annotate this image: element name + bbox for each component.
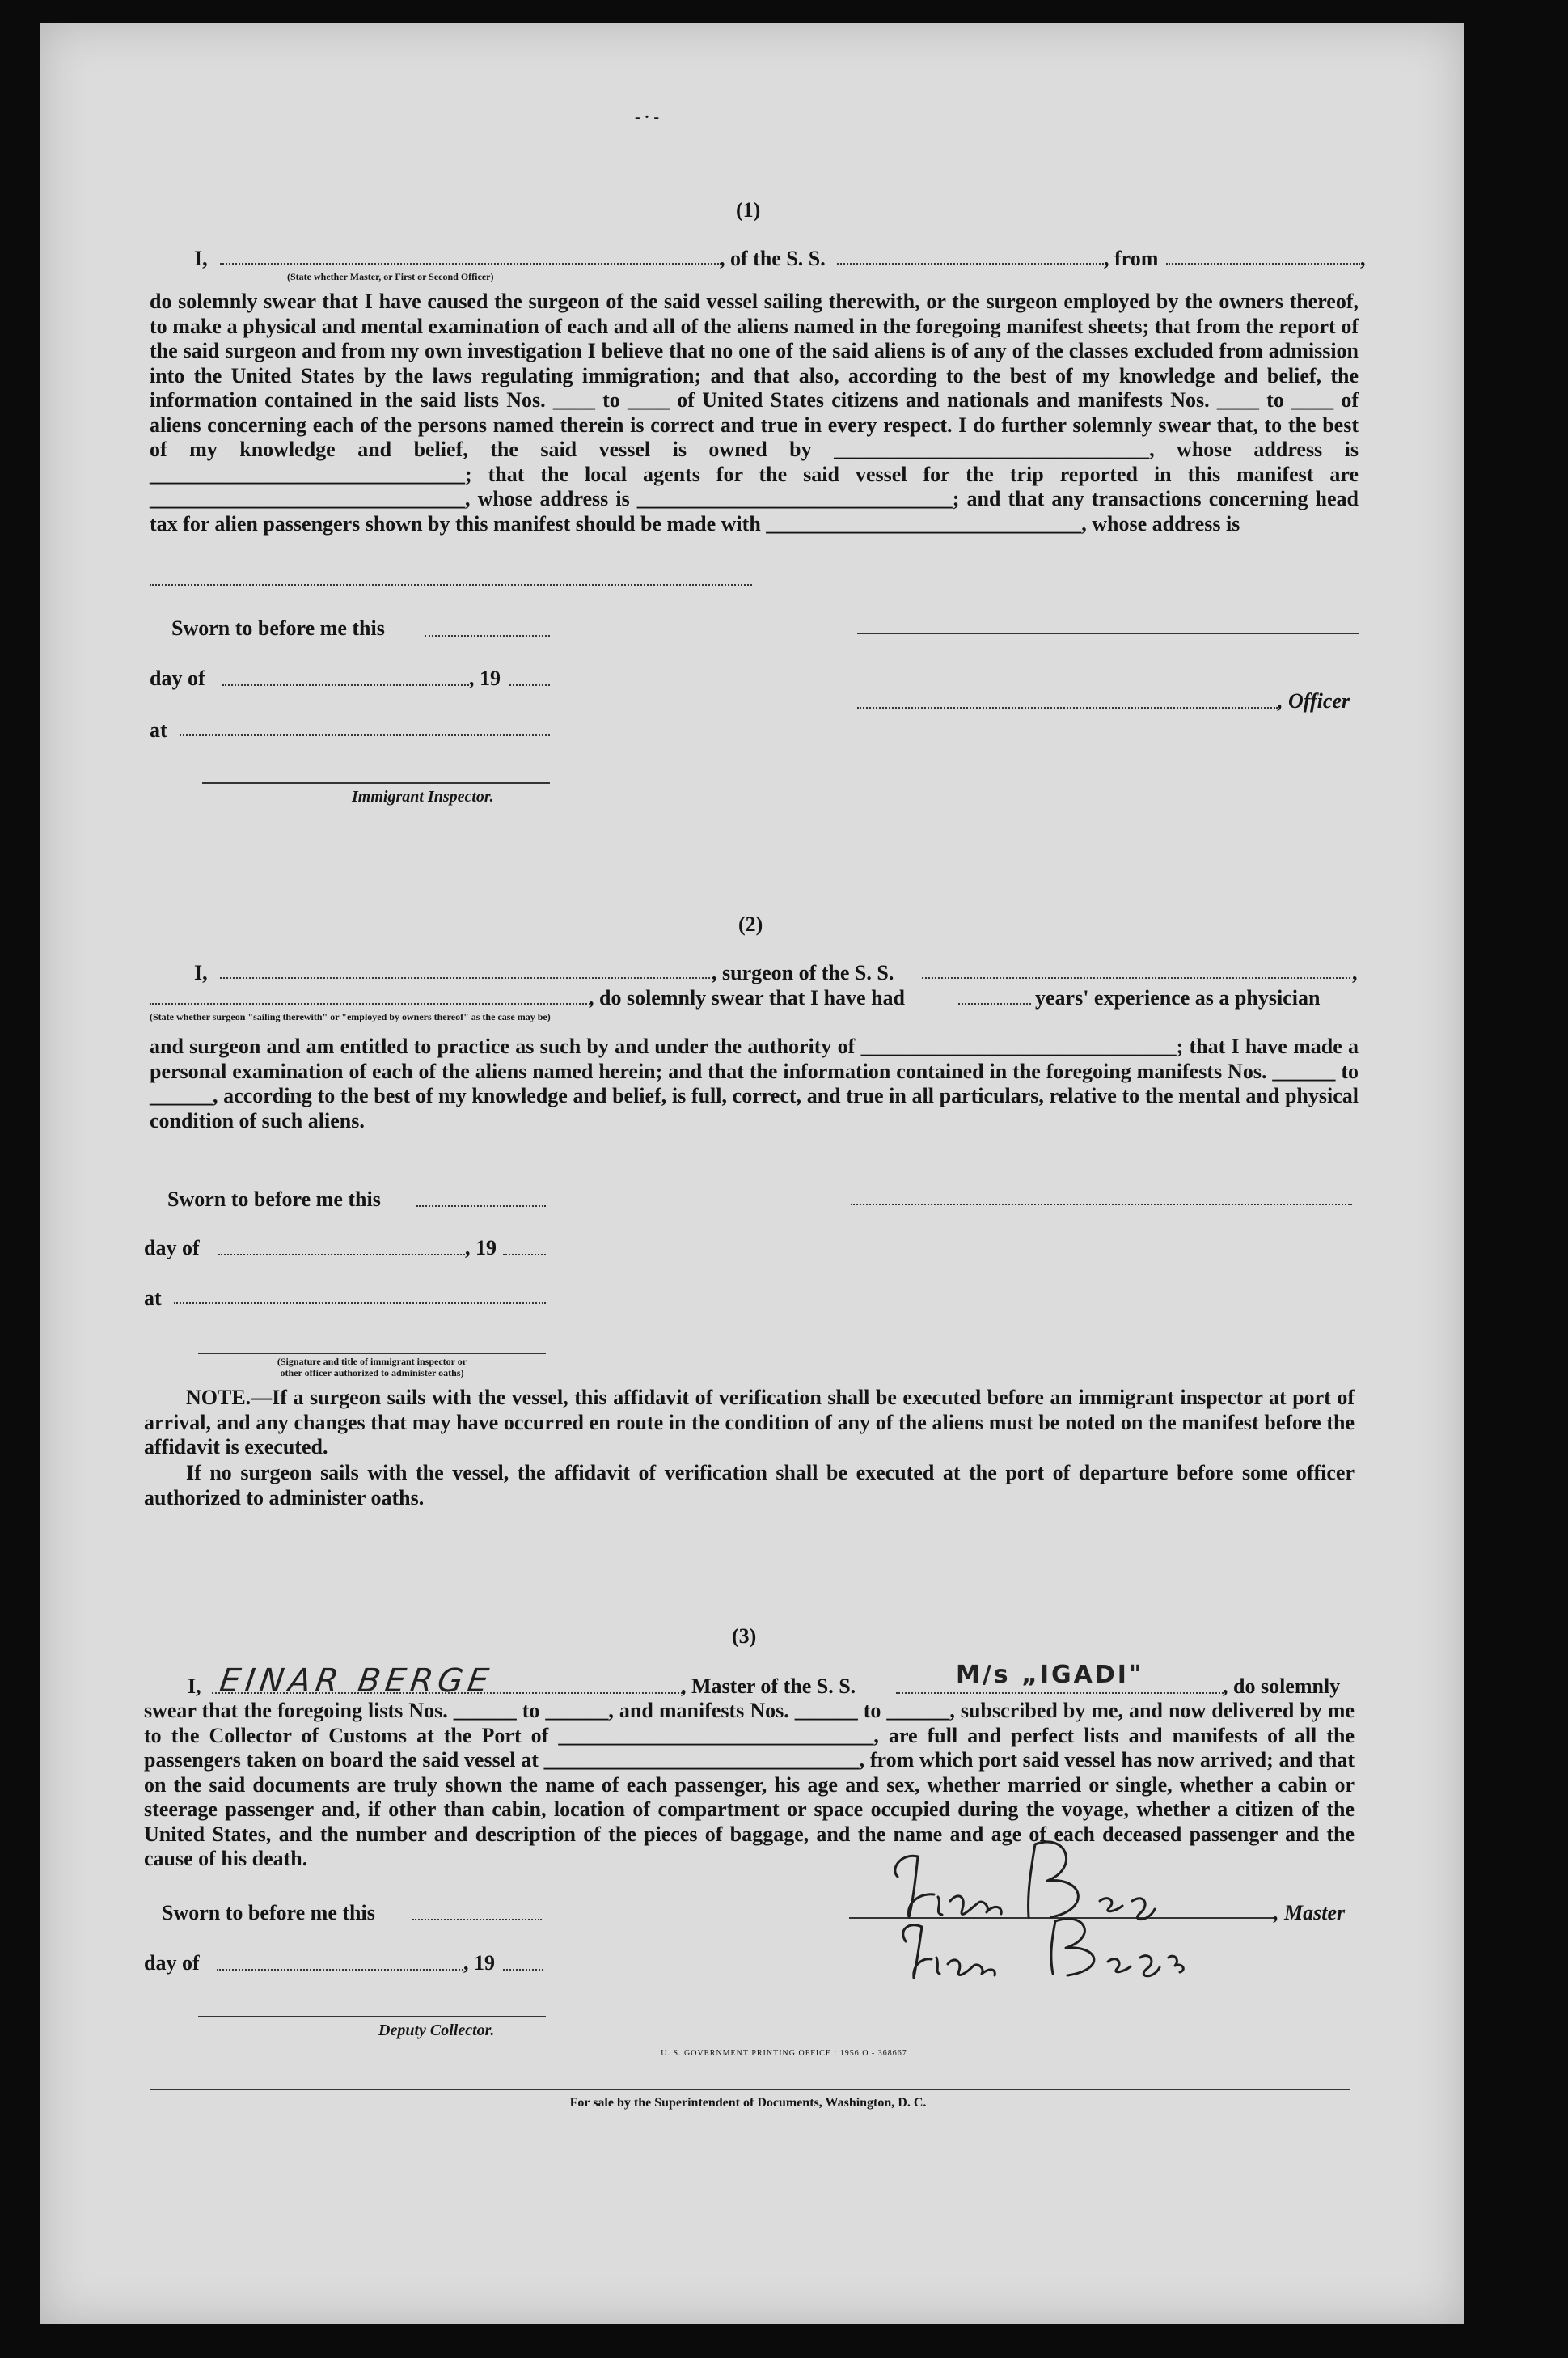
section1-sworn: Sworn to before me this <box>171 616 385 640</box>
section2-line-end: , <box>1352 961 1358 984</box>
section1-day-of: day of <box>150 667 205 690</box>
section3-day-field[interactable] <box>217 1969 463 1971</box>
section1-inspector-line[interactable] <box>202 782 550 784</box>
section2-note2: If no surgeon sails with the vessel, the affidavit of verification shall be executed at the port of departure before some officer authorized to administer oaths. <box>144 1461 1355 1509</box>
section1-name-field[interactable] <box>220 263 721 265</box>
section1-at-field[interactable] <box>180 734 550 736</box>
section1-role-hint: (State whether Master, or First or Second Officer) <box>287 271 494 282</box>
section2-day-field[interactable] <box>218 1254 465 1255</box>
section1-officer-field[interactable] <box>857 707 1278 709</box>
footer-sale-notice: For sale by the Superintendent of Documents, Washington, D. C. <box>569 2096 927 2110</box>
section2-sig-hint-1: (Signature and title of immigrant inspector or <box>277 1356 467 1367</box>
section1-sworn-field[interactable] <box>425 635 550 637</box>
section2-sworn-field[interactable] <box>416 1205 546 1207</box>
section3-year: , 19 <box>463 1951 495 1975</box>
section2-signature-line[interactable] <box>851 1204 1352 1205</box>
section2-sworn: Sworn to before me this <box>167 1187 381 1211</box>
section3-deputy-line[interactable] <box>198 2016 546 2017</box>
section3-ship-field[interactable] <box>896 1692 1224 1694</box>
section3-master-name: EINAR BERGE <box>217 1662 496 1700</box>
section2-at-field[interactable] <box>174 1302 546 1304</box>
section1-officer: , Officer <box>1278 689 1350 713</box>
section1-number: (1) <box>736 198 761 222</box>
section1-body: do solemnly swear that I have caused the surgeon of the said vessel sailing therewith, or the surgeon employed by the owners thereof, to make a physical and mental examination of each and all of the aliens named in the foregoing manifest sheets; that from the report of the said surgeon and from my own investigation I believe that no one of the said aliens is of any of the classes excluded from admission into the United States by the laws regulating immigration; and that also, according to the best of my knowledge and belief, the information contained in the said lists Nos. ____ to ____ of United States citizens and nationals and manifests Nos. ____ to ____ of aliens concerning each of the persons named therein is correct and true in every respect. I do further solemnly swear that, to the best of my knowledge and belief, the said vessel is owned by ______________________________, whose address is ______________________________; that the local agents for the said vessel for the trip reported in this manifest are ______________________________, whose address is ______________________________; and that any transactions concerning head tax for alien passengers shown by this manifest should be made with ______________________________, whose address is <box>150 290 1359 536</box>
section2-years-label: years' experience as a physician <box>1035 986 1321 1010</box>
section2-name-field[interactable] <box>220 977 713 979</box>
section3-sworn: Sworn to before me this <box>162 1901 375 1924</box>
section2-body: and surgeon and am entitled to practice as such by and under the authority of ______________________________; that I have made a personal examination of each of the aliens named herein; and that the information contained in the foregoing manifests Nos. ______ to ______, according to the best of my knowledge and belief, is full, correct, and true in all particulars, relative to the mental and physical condition of such aliens. <box>150 1035 1359 1132</box>
section3-day-of: day of <box>144 1951 200 1975</box>
section2-number: (2) <box>738 912 763 936</box>
section2-note1: NOTE.—If a surgeon sails with the vessel, this affidavit of verification shall be executed before an immigrant inspector at port of arrival, and any changes that may have occurred en route in the condition of any of the aliens must be noted on the manifest before the affidavit is executed. <box>144 1386 1355 1458</box>
section3-body: swear that the foregoing lists Nos. ______ to ______, and manifests Nos. ______ to ______, subscribed by me, and now delivered by me to the Collector of Customs at the Port of ______________________________, are full and perfect lists and manifests of all the passengers taken on board the said vessel at ______________________________, from which port said vessel has now arrived; and that on the said documents are truly shown the name of each passenger, his age and sex, whether married or single, whether a cabin or steerage passenger and, if other than cabin, location of compartment or space occupied during the voyage, whether a citizen of the United States, and the number and description of the pieces of baggage, and the name and age of each deceased passenger and the cause of his death. <box>144 1699 1355 1870</box>
section1-inspector: Immigrant Inspector. <box>352 788 494 806</box>
section1-from-label: , from <box>1104 247 1159 270</box>
section3-master-label: , Master of the S. S. <box>681 1674 856 1698</box>
section2-at: at <box>144 1286 162 1310</box>
section1-ship-label: , of the S. S. <box>720 247 826 270</box>
section1-day-field[interactable] <box>222 684 469 686</box>
section2-surgeon-hint: (State whether surgeon "sailing therewith" or "employed by owners thereof" as the case may be) <box>150 1011 551 1022</box>
section3-deputy: Deputy Collector. <box>378 2021 495 2039</box>
section2-sig-hint-2: other officer authorized to administer oaths) <box>280 1367 464 1378</box>
section3-number: (3) <box>732 1624 757 1648</box>
section1-year-field[interactable] <box>509 684 550 686</box>
section3-year-field[interactable] <box>503 1969 543 1971</box>
handwritten-signatures <box>873 1836 1294 1982</box>
section3-ship-name: M/s „IGADI" <box>956 1661 1144 1689</box>
section3-swear-label: , do solemnly <box>1223 1674 1341 1698</box>
printer-imprint: U. S. GOVERNMENT PRINTING OFFICE : 1956 O - 368667 <box>661 2049 907 2058</box>
footer-rule <box>150 2089 1350 2090</box>
section2-ship-field[interactable] <box>922 977 1350 979</box>
section1-address-field[interactable] <box>150 584 752 586</box>
section3-master: , Master <box>1274 1901 1346 1924</box>
section1-from-field[interactable] <box>1166 263 1360 265</box>
section1-ship-field[interactable] <box>837 263 1104 265</box>
section2-swear-label: , do solemnly swear that I have had <box>589 986 906 1010</box>
section1-line-end: , <box>1360 247 1366 270</box>
section2-surgeon-label: , surgeon of the S. S. <box>712 961 894 984</box>
section3-I: I, <box>188 1674 201 1698</box>
section2-day-of: day of <box>144 1236 200 1259</box>
section2-year: , 19 <box>465 1236 497 1259</box>
section2-status-field[interactable] <box>150 1003 590 1005</box>
section1-I: I, <box>194 247 208 270</box>
section2-year-field[interactable] <box>503 1254 546 1255</box>
section1-signature-line[interactable] <box>857 633 1359 634</box>
section2-years-field[interactable] <box>958 1003 1031 1005</box>
top-marks: - · - <box>635 108 659 126</box>
section2-inspector-line[interactable] <box>198 1353 546 1354</box>
section2-I: I, <box>194 961 208 984</box>
section1-year: , 19 <box>469 667 501 690</box>
section3-sworn-field[interactable] <box>412 1919 542 1920</box>
section1-at: at <box>150 718 167 742</box>
